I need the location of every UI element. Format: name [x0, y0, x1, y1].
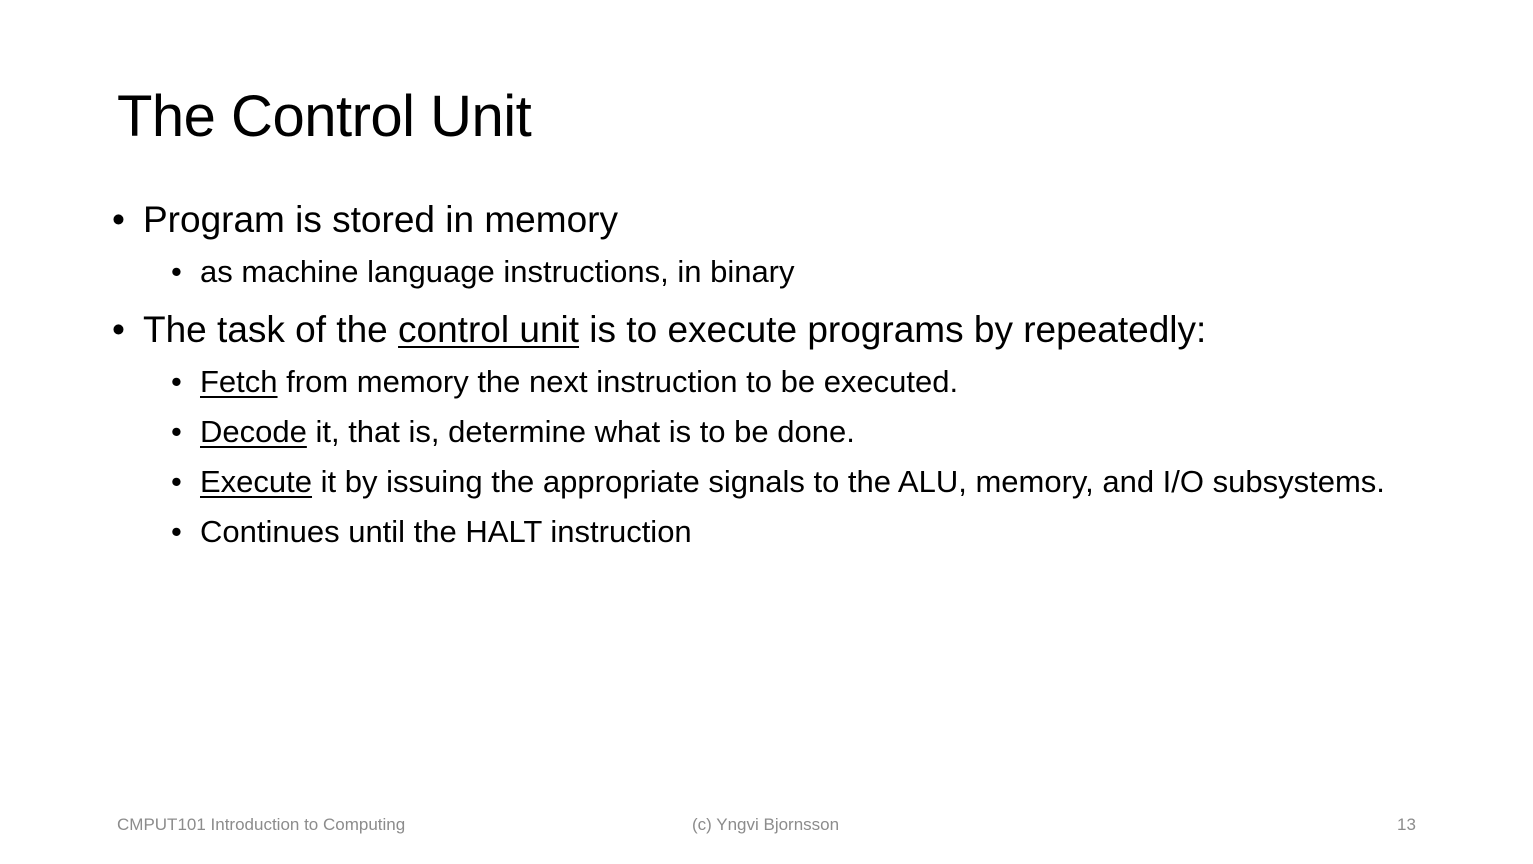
bullet-dot-icon: •: [171, 464, 182, 499]
sub-bullet-halt: [112, 512, 1400, 552]
footer-course: CMPUT101 Introduction to Computing: [117, 815, 406, 834]
bullet-dot-icon: •: [171, 364, 182, 399]
slide-title: The Control Unit: [117, 84, 532, 149]
fetch-term: Fetch: [200, 364, 278, 399]
bullet-text-post: is to execute programs by repeatedly:: [579, 309, 1207, 350]
bullet-dot-icon: •: [112, 199, 125, 240]
sub-bullet-machine-language: [112, 252, 1400, 292]
sub-bullet-execute: [112, 462, 1400, 502]
bullet-control-unit-task: [112, 306, 1412, 354]
bullet-text: from memory the next instruction to be executed.: [277, 364, 959, 399]
bullet-text: as machine language instructions, in binary: [200, 254, 795, 289]
execute-term: Execute: [200, 464, 313, 499]
bullet-text-pre: The task of the: [143, 309, 399, 350]
bullet-program-stored: [112, 196, 1412, 244]
slide-number: 13: [1397, 815, 1416, 834]
bullet-text: Continues until the HALT instruction: [200, 514, 692, 549]
bullet-dot-icon: •: [112, 309, 125, 350]
bullet-dot-icon: •: [171, 414, 182, 449]
bullet-dot-icon: •: [171, 514, 182, 549]
bullet-list: [112, 196, 1412, 552]
sub-bullet-decode: [112, 412, 1400, 452]
bullet-text: Program is stored in memory: [143, 199, 618, 240]
decode-term: Decode: [200, 414, 307, 449]
bullet-dot-icon: •: [171, 254, 182, 289]
bullet-text: it by issuing the appropriate signals to the ALU, memory, and I/O subsystems.: [312, 464, 1385, 499]
bullet-text: it, that is, determine what is to be done.: [306, 414, 855, 449]
footer-author: (c) Yngvi Bjornsson: [692, 815, 840, 834]
control-unit-term: control unit: [398, 309, 580, 350]
sub-bullet-fetch: [112, 362, 1400, 402]
